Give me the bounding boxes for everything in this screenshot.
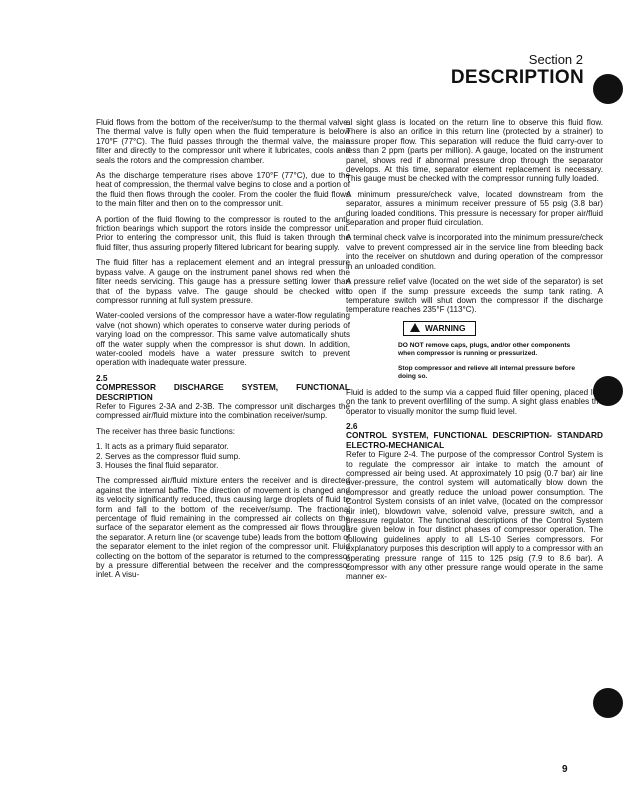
paragraph: Fluid flows from the bottom of the receiver/sump to the thermal valve. The thermal valve is fully open when the fluid temperature is below 170°F (77°C). The fluid passes through the thermal valve, the main filter and directly to the compressor unit where it lubricates, cools and seals the rotors and the compression chamber. xyxy=(96,118,350,165)
section-heading xyxy=(346,422,603,450)
section-title: COMPRESSOR DISCHARGE SYSTEM, FUNCTIONAL DESCRIPTION xyxy=(96,382,350,402)
section-heading xyxy=(96,374,350,402)
paragraph: A terminal check valve is incorporated into the minimum pressure/check valve to prevent compressed air in the service line from bleeding back into the receiver on shutdown and during operation of the compressor in an unloaded condition. xyxy=(346,233,603,271)
left-column xyxy=(96,118,350,586)
binder-hole-bottom xyxy=(593,688,623,718)
paragraph: The receiver has three basic functions: xyxy=(96,426,236,436)
warning-label: WARNING xyxy=(425,322,466,333)
list-item: 3. Houses the final fluid separator. xyxy=(96,461,219,470)
paragraph: Refer to Figure 2-4. The purpose of the compressor Control System is to regulate the compressor air intake to match the amount of compressed air being used. At approximately 10 psig (0.7 bar) air line over-pressure, the control system will automatically blow down the compressor and greatly reduce the unload power consumption. The Control System consists of an inlet valve, (located on the compressor air inlet), blowdown valve, solenoid valve, pressure switch, and a pressure regulator. The functional descriptions of the Control System are given below in four distinct phases of compressor operation. The following guidelines apply to all LS-10 Series compressors. For explanatory purposes this description will apply to a compressor with an operating pressure range of 115 to 125 psig (7.9 to 8.6 bar). A compressor with any other pressure range would operate in the same manner ex- xyxy=(346,450,603,582)
paragraph: Fluid is added to the sump via a capped fluid filler opening, placed low on the tank to prevent overfilling of the sump. A sight glass enables the operator to visually monitor the sump fluid level. xyxy=(346,387,603,416)
section-label: Section 2 xyxy=(528,52,583,67)
warning-text: Stop compressor and relieve all internal pressure before doing so. xyxy=(398,364,575,380)
page-number: 9 xyxy=(562,764,568,775)
paragraph: A minimum pressure/check valve, located downstream from the separator, assures a minimum receiver pressure of 55 psig (3.8 bar) during loaded conditions. This pressure is necessary for proper air/fluid separation and proper fluid circulation. xyxy=(346,189,603,228)
paragraph: Refer to Figures 2-3A and 2-3B. The compressor unit discharges the compressed air/fluid mixture into the combination receiver/sump. xyxy=(96,401,350,421)
binder-hole-top xyxy=(593,74,623,104)
paragraph: The fluid filter has a replacement element and an integral pressure bypass valve. A gauge on the instrument panel shows red when the filter needs servicing. This gauge has a pressure setting lower than that of the bypass valve. The gauge should be checked with compressor running at full system pressure. xyxy=(96,258,350,305)
right-column xyxy=(346,118,603,588)
warning-triangle-icon xyxy=(410,323,420,332)
paragraph: al sight glass is located on the return line to observe this fluid flow. There is also an orifice in this return line (protected by a strainer) to assure proper flow. This separation will reduce the fluid carry-over to less than 2 ppm (parts per million). A gauge, located on the instrument panel, shows red if abnormal pressure drop through the separator develops. At this time, separator element replacement is necessary. This gauge must be checked with the compressor running fully loaded. xyxy=(346,118,603,184)
paragraph: A portion of the fluid flowing to the compressor is routed to the anti-friction bearings which support the rotors inside the compressor unit. Prior to entering the compressor unit, this fluid is taken through the fluid filter, thus assuring properly filtered lubricant for bearing supply. xyxy=(96,214,350,252)
section-title: CONTROL SYSTEM, FUNCTIONAL DESCRIPTION- STANDARD ELECTRO-MECHANICAL xyxy=(346,430,603,450)
warning-badge xyxy=(403,321,476,336)
page-title: DESCRIPTION xyxy=(450,67,584,88)
list-item: 1. It acts as a primary fluid separator. xyxy=(96,442,229,452)
function-list xyxy=(96,442,350,470)
warning-text: DO NOT remove caps, plugs, and/or other components when compressor is running or pressurized. xyxy=(398,341,571,357)
paragraph: As the discharge temperature rises above 170°F (77°C), due to the heat of compression, the thermal valve begins to close and a portion of the fluid then flows through the cooler. From the cooler the fluid flows to the main filter and then on to the compressor unit. xyxy=(96,171,350,209)
paragraph: The compressed air/fluid mixture enters the receiver and is directed against the internal baffle. The direction of movement is changed and its velocity significantly reduced, thus causing large droplets of fluid to form and fall to the bottom of the receiver/sump. The fractional percentage of fluid remaining in the compressed air collects on the surface of the separator element as the compressed air flows through the separator. A return line (or scavenge tube) leads from the bottom of the separator element to the inlet region of the compressor unit. Fluid collecting on the bottom of the separator is returned to the compressor by a pressure differential between the receiver and the compressor inlet. A visu- xyxy=(96,476,350,580)
list-item: 2. Serves as the compressor fluid sump. xyxy=(96,451,241,461)
paragraph: Water-cooled versions of the compressor have a water-flow regulating valve (not shown) which operates to conserve water during periods of varying load on the compressor. This same valve automatically shuts off the water supply when the compressor is shut down. In addition, water-cooled models have a water pressure switch to prevent operation with inadequate water pressure. xyxy=(96,311,350,368)
section-number: 2.5 xyxy=(96,372,108,383)
section-number: 2.6 xyxy=(346,420,358,431)
paragraph: A pressure relief valve (located on the wet side of the separator) is set to open if the sump pressure exceeds the sump tank rating. A temperature switch will shut down the compressor if the discharge temperature reaches 235°F (113°C). xyxy=(346,277,603,315)
